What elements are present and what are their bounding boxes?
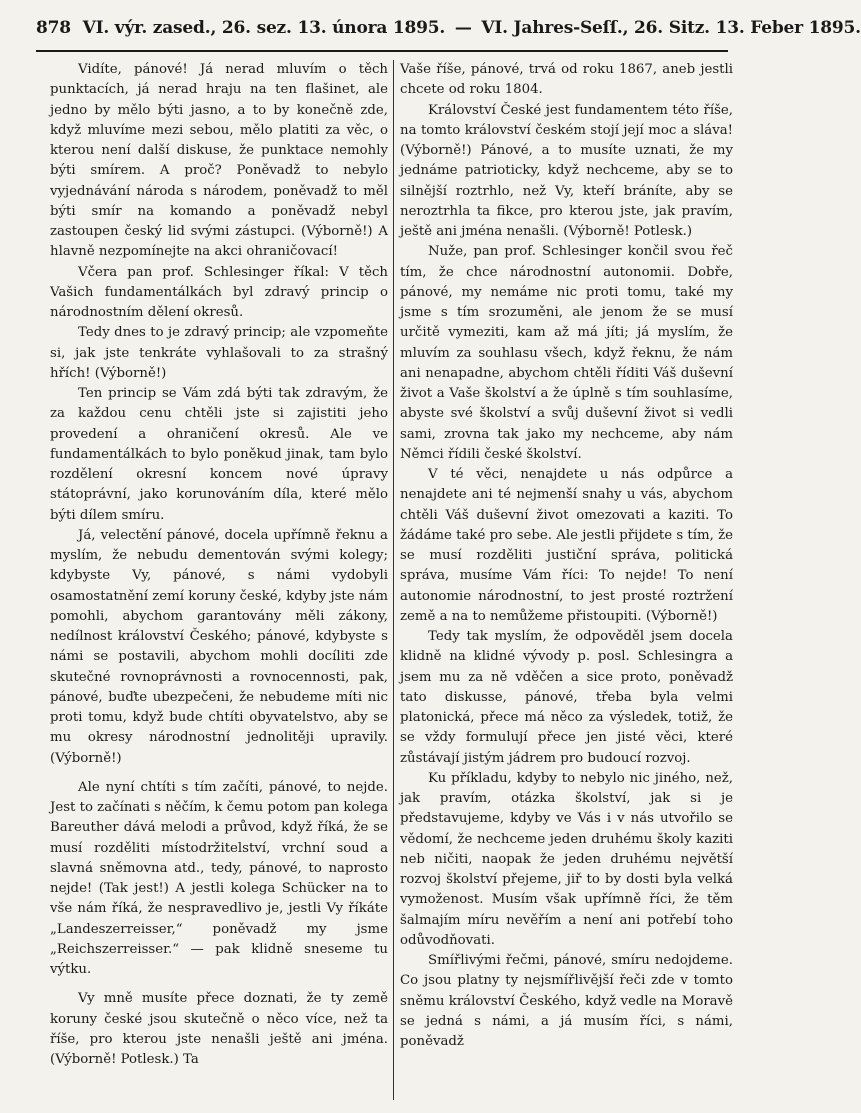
right-paragraph: Tedy tak myslím, že odpověděl jsem docela klidně na klidné vývody p. posl. Schlesingra a jsem mu za ně vděčen a sice proto, poněvadž tato diskusse, pánové, třeba byla velmi platonická, přece má něco za výsledek, totiž, že se vždy formulují přece jen jisté věci, které zůstávají jistým jádrem pro budoucí rozvoj.	[400, 629, 733, 766]
right-column	[400, 60, 733, 1052]
header-german: VI. Jahres-Seſſ., 26. Sitz. 13. Feber 1895.	[481, 18, 861, 38]
header-separator: —	[454, 18, 472, 38]
header-czech: VI. výr. zased., 26. sez. 13. února 1895.	[82, 18, 446, 38]
left-paragraph: Vidíte, pánové! Já nerad mluvím o těch punktacích, já nerad hraju na ten flašinet, ale jedno by mělo býti jasno, a to by konečně zde, když mluvíme mezi sebou, mělo platiti za věc, o kterou není další diskuse, že punktace nemohly býti smírem. A proč? Poněvadž to nebylo vyjednávání národa s národem, poněvadž to měl býti smír na komando a poněvadž nebyl zastoupen český lid svými zástupci. (Výborně!) A hlavně nezpomínejte na akci ohraničovací!	[50, 62, 388, 260]
left-column	[50, 60, 388, 1070]
right-paragraph: Smířlivými řečmi, pánové, smíru nedojdeme. Co jsou platny ty nejsmířlivější řeči zde v tomto sněmu království Českého, když vedle na Moravě se jedná s námi, a já musím říci, s námi, poněvadž	[400, 953, 733, 1049]
left-paragraph: Vy mně musíte přece doznati, že ty země koruny české jsou skutečně o něco více, než ta říše, pro kterou jste nenašli ještě ani jména. (Výborně! Potlesk.) Ta	[50, 991, 388, 1067]
right-paragraph: Nuže, pan prof. Schlesinger končil svou řeč tím, že chce národnostní autonomii. Dobře, pánové, my nemáme nic proti tomu, také my jsme s tím srozuměni, ale jenom že se musí určitě vymeziti, kam až má jíti; já myslím, že mluvím za souhlasu všech, když řeknu, že nám ani nenapadne, abychom chtěli říditi Váš duševní život a Vaše školství a že úplně s tím souhlasíme, abyste své školství a svůj duševní život si vedli sami, zrovna tak jako my nechceme, aby nám Němci řídili české školství.	[400, 244, 733, 462]
right-paragraph: Vaše říše, pánové, trvá od roku 1867, aneb jestli chcete od roku 1804.	[400, 62, 733, 98]
left-paragraph: Ale nyní chtíti s tím začíti, pánové, to nejde. Jest to začínati s něčím, k čemu potom pan kolega Bareuther dává melodi a průvod, když říká, že se musí rozděliti místodržitelství, vrchní soud a slavná sněmovna atd., tedy, pánové, to naprosto nejde! (Tak jest!) A jestli kolega Schücker na to vše nám říká, že nespravedlivo je, jestli Vy říkáte „Landeszerreisser,“ poněvadž my jsme „Reichszerreisser.“ — pak klidně sneseme tu výtku.	[50, 779, 388, 977]
page-number: 878	[36, 18, 71, 38]
page-header	[36, 18, 861, 48]
left-paragraph: Včera pan prof. Schlesinger říkal: V těch Vašich fundamentálkách byl zdravý princip o národnostním dělení okresů.	[50, 264, 388, 320]
right-paragraph: V té věci, nenajdete u nás odpůrce a nenajdete ani té nejmenší snahy u vás, abychom chtěli Váš duševní život omezovati a kaziti. To žádáme také pro sebe. Ale jestli přijdete s tím, že se musí rozděliti justiční správa, politická správa, musíme Vám říci: To nejde! To není autonomie národnostní, to jest prosté roztržení země a na to nemůžeme přistoupiti. (Výborně!)	[400, 467, 733, 624]
right-paragraph: Ku příkladu, kdyby to nebylo nic jiného, než, jak pravím, otázka školství, jak si je představujeme, kdyby ve Vás i v nás utvořilo se vědomí, že nechceme jeden druhému školy kaziti neb ničiti, naopak že jeden druhému největší rozvoj školství přejeme, jiř to by dosti byla velká vymoženost. Musím však upřímně říci, že těm šalmajím míru nevěřím a není ani potřebí toho odůvodňovati.	[400, 770, 733, 948]
header-rule	[36, 50, 728, 52]
left-paragraph: Já, velectění pánové, docela upřímně řeknu a myslím, že nebudu dementován svými kolegy; kdybyste Vy, pánové, s námi vydobyli osamostatnění zemí koruny české, kdyby jste nám pomohli, abychom garantovány měli zákony, nedílnost království Českého; pánové, kdybyste s námi se postavili, abychom mohli docíliti zde skutečné rovnoprávnosti a rovnocennosti, pak, pánové, buďte ubezpečeni, že nebudeme míti nic proti tomu, když bude chtíti obyvatelstvo, aby se mu okresy národnostní jednolitěji upravily. (Výborně!)	[50, 527, 388, 766]
right-paragraph: Království České jest fundamentem této říše, na tomto království českém stojí její moc a sláva! (Výborně!) Pánové, a to musíte uznati, že my jednáme patrioticky, když nechceme, aby se to silnější roztrhlo, než Vy, kteří bráníte, aby se neroztrhla ta fikce, pro kterou jste, jak pravím, ještě ani jména nenašli. (Výborně! Potlesk.)	[400, 102, 733, 239]
left-paragraph: Ten princip se Vám zdá býti tak zdravým, že za každou cenu chtěli jste si zajistiti jeho provedení a ohraničení okresů. Ale ve fundamentálkách to bylo poněkud jinak, tam bylo rozdělení okresní koncem nové úpravy státoprávní, jako korunováním díla, které mělo býti dílem smíru.	[50, 386, 388, 523]
column-divider	[393, 60, 394, 1100]
left-paragraph: Tedy dnes to je zdravý princip; ale vzpomeňte si, jak jste tenkráte vyhlašovali to za strašný hřích! (Výborně!)	[50, 325, 388, 381]
